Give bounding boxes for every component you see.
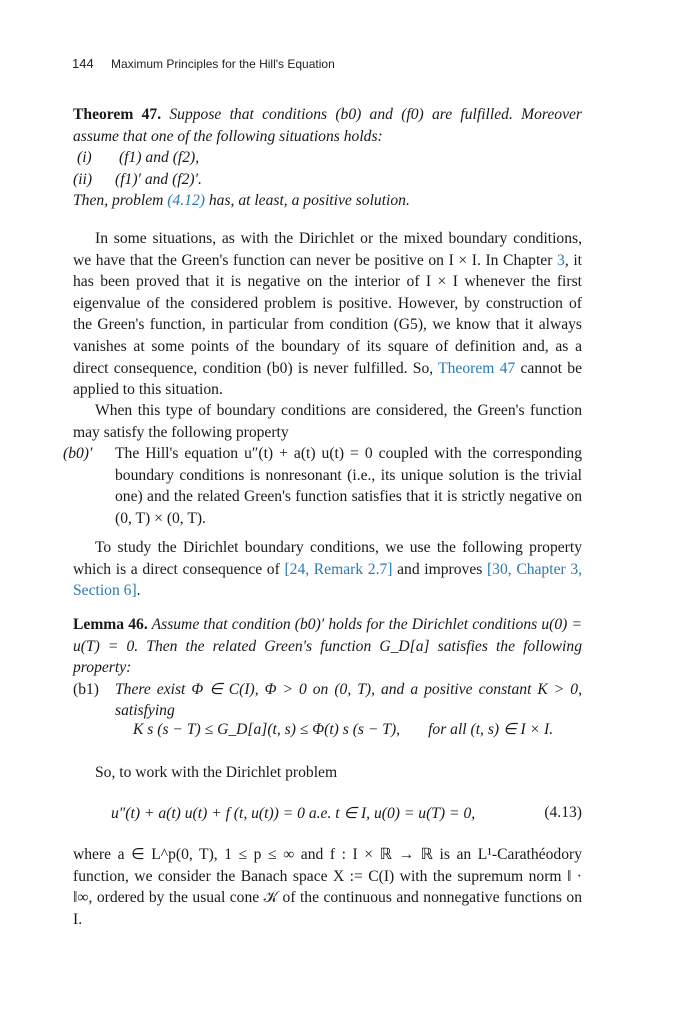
theorem-item-text: (f1) and (f2), [119,149,200,167]
property-b0-prime [63,443,582,529]
equation-ref-link[interactable]: (4.12) [167,192,205,210]
theorem-conclusion: Then, problem (4.12) has, at least, a positive solution. [73,192,410,210]
paragraph: When this type of boundary conditions are considered, the Green's function may satisfy the following property [73,402,582,441]
theorem-statement: Suppose that conditions (b0) and (f0) are fulfilled. Moreover assume that one of the following situations holds: [73,106,582,145]
paragraph: To study the Dirichlet boundary conditions, we use the following property which is a direct consequence of [24, Remark 2.7] and improves [30, Chapter 3, Section 6]. [73,539,583,600]
paragraph: In some situations, as with the Dirichlet or the mixed boundary conditions, we have that the Green's function can never be positive on I × I. In Chapter 3, it has been proved that it is negative on the interior of I × I whenever the first eigenvalue of the considered problem is positive. However, by construction of the Green's function, in particular from condition (G5), we know that it always vanishes at some points of the boundary of its square of definition and, as a direct consequence, condition (b0) is never fulfilled. So, Theorem 47 cannot be applied to this situation. [73,230,582,399]
theorem-item [73,169,582,191]
inequality-body: K s (s − T) ≤ G_D[a](t, s) ≤ Φ(t) s (s − T), [133,721,401,738]
page-number: 144 [72,56,94,71]
equation-number: (4.13) [544,804,582,821]
theorem-item-label: (ii) [73,170,93,188]
theorem-item-label: (i) [77,149,92,167]
property-label: (b0)′ [63,445,93,462]
theorem-47 [73,104,582,212]
chapter-ref-link[interactable]: 3 [557,251,565,269]
lemma-statement: Assume that condition (b0)′ holds for the Dirichlet conditions u(0) = u(T) = 0. Then the related Green's function G_D[a] satisfies the following property: [73,616,582,677]
theorem-item [73,147,582,169]
theorem-item-text: (f1)′ and (f2)′. [115,170,202,188]
theorem-label: Theorem 47. [73,106,162,123]
citation-link[interactable]: [30, Chapter 3, Section 6] [73,560,583,600]
citation-link[interactable]: [24, Remark 2.7] [284,560,393,578]
inequality-quantifier: for all (t, s) ∈ I × I. [428,721,554,738]
lemma-inequality [133,720,593,739]
paragraph: So, to work with the Dirichlet problem [95,764,338,781]
lemma-item-label: (b1) [73,680,99,698]
lemma-item-text: There exist Φ ∈ C(I), Φ > 0 on (0, T), and a positive constant K > 0, satisfying [115,680,582,720]
equation-body: u″(t) + a(t) u(t) + f (t, u(t)) = 0 a.e. t ∈ I, u(0) = u(T) = 0, [111,805,476,822]
running-header [72,56,335,71]
paragraph: where a ∈ L^p(0, T), 1 ≤ p ≤ ∞ and f : I × ℝ → ℝ is an L¹-Carathéodory function, we consider the Banach space X := C(I) with the supremum norm ‖ · ‖∞, ordered by the usual cone 𝒦 of the continuous and nonnegative functions on I. [73,846,582,928]
running-title: Maximum Principles for the Hill's Equation [111,57,335,71]
lemma-label: Lemma 46. [73,616,148,633]
property-text: The Hill's equation u″(t) + a(t) u(t) = 0 coupled with the corresponding boundary conditions is nonresonant (i.e., its unique solution is the trivial one) and the related Green's function satisfies that it is strictly negative on (0, T) × (0, T). [115,445,582,527]
theorem-ref-link[interactable]: Theorem 47 [438,359,516,377]
lemma-46 [73,614,582,722]
equation-4-13 [73,804,582,823]
